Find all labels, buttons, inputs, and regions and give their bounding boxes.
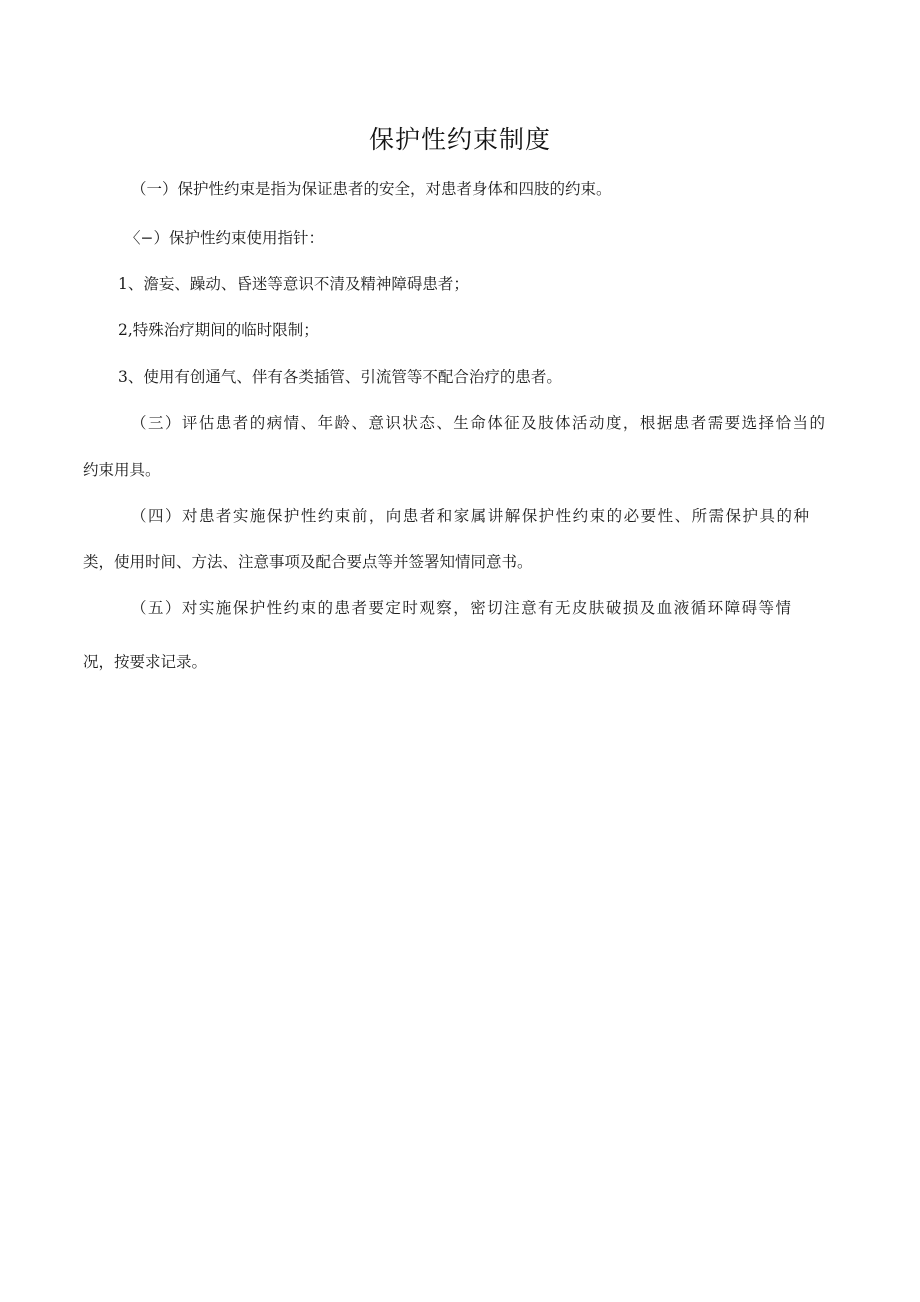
paragraph-4-line-1: （四）对患者实施保护性约束前，向患者和家属讲解保护性约束的必要性、所需保护具的种: [131, 507, 809, 525]
list-item-3: 3、使用有创通气、伴有各类插管、引流管等不配合治疗的患者。: [118, 368, 562, 386]
paragraph-5-line-1: （五）对实施保护性约束的患者要定时观察，密切注意有无皮肤破损及血液循环障碍等情: [131, 599, 791, 617]
paragraph-1: （一）保护性约束是指为保证患者的安全，对患者身体和四肢的约束。: [131, 180, 612, 198]
paragraph-4-line-2: 类，使用时间、方法、注意事项及配合要点等并签署知情同意书。: [83, 553, 533, 571]
paragraph-3-line-1: （三）评估患者的病情、年龄、意识状态、生命体征及肢体活动度，根据患者需要选择恰当的: [131, 414, 825, 432]
paragraph-5-line-2: 况，按要求记录。: [83, 653, 208, 671]
list-item-1: 1、澹妄、躁动、昏迷等意识不清及精神障碍患者；: [118, 275, 469, 293]
list-item-2: 2,特殊治疗期间的临时限制；: [118, 321, 319, 339]
paragraph-3-line-2: 约束用具。: [83, 461, 161, 479]
document-title: 保护性约束制度: [368, 125, 551, 154]
paragraph-2-heading: 〈−）保护性约束使用指针：: [125, 229, 324, 247]
